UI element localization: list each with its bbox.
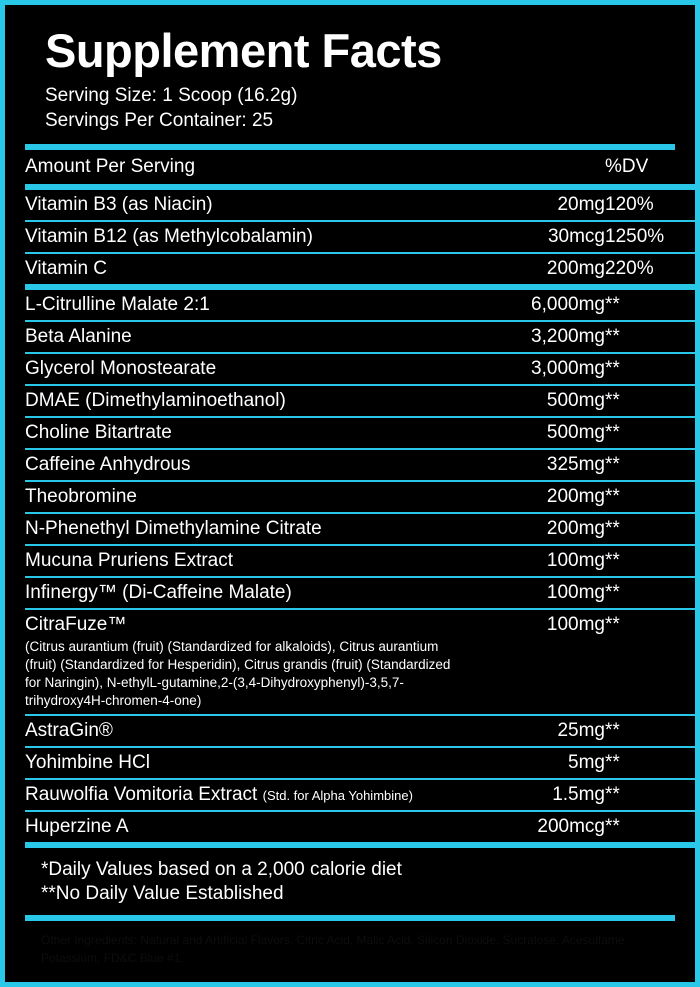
ingredient-amount: 200mg xyxy=(455,513,605,545)
ingredient-amount: 100mg xyxy=(455,577,605,609)
footnote-daily-values: *Daily Values based on a 2,000 calorie diet xyxy=(41,858,402,880)
ingredient-name: L-Citrulline Malate 2:1 xyxy=(25,287,455,321)
ingredient-amount: 1.5mg xyxy=(455,779,605,811)
ingredient-dv: ** xyxy=(605,779,697,811)
table-row xyxy=(25,481,697,513)
table-row xyxy=(25,221,697,253)
ingredient-name: Vitamin C xyxy=(25,253,455,287)
ingredient-name-block xyxy=(25,609,455,715)
servings-per-container: Servings Per Container: 25 xyxy=(45,110,274,132)
ingredient-dv: 120% xyxy=(605,187,697,221)
ingredient-dv: ** xyxy=(605,287,697,321)
ingredient-name: N-Phenethyl Dimethylamine Citrate xyxy=(25,513,455,545)
ingredient-amount: 200mg xyxy=(455,253,605,287)
table-row xyxy=(25,417,697,449)
ingredient-dv: 1250% xyxy=(605,221,697,253)
table-header-row xyxy=(25,150,697,187)
ingredient-dv: ** xyxy=(605,577,697,609)
ingredient-dv: ** xyxy=(605,449,697,481)
page-title: Supplement Facts xyxy=(45,24,442,77)
ingredient-amount: 6,000mg xyxy=(455,287,605,321)
ingredient-name: Infinergy™ (Di-Caffeine Malate) xyxy=(25,577,455,609)
ingredient-amount: 200mg xyxy=(455,481,605,513)
footnote-no-dv: **No Daily Value Established xyxy=(41,883,284,905)
ingredient-amount: 3,000mg xyxy=(455,353,605,385)
ingredient-name: Glycerol Monostearate xyxy=(25,353,455,385)
table-row xyxy=(25,747,697,779)
amount-per-serving-header: Amount Per Serving xyxy=(25,150,455,187)
table-row xyxy=(25,449,697,481)
ingredient-name: Vitamin B3 (as Niacin) xyxy=(25,187,455,221)
ingredient-name: AstraGin® xyxy=(25,715,455,747)
table-row xyxy=(25,715,697,747)
ingredient-name: Rauwolfia Vomitoria Extract xyxy=(25,783,258,805)
ingredient-amount: 100mg xyxy=(455,609,605,715)
ingredient-name: Mucuna Pruriens Extract xyxy=(25,545,455,577)
table-row xyxy=(25,779,697,811)
table-row xyxy=(25,321,697,353)
table-row xyxy=(25,287,697,321)
ingredient-dv: ** xyxy=(605,513,697,545)
ingredient-name: CitraFuze™ xyxy=(25,613,127,635)
ingredient-amount: 5mg xyxy=(455,747,605,779)
ingredient-name: DMAE (Dimethylaminoethanol) xyxy=(25,385,455,417)
ingredient-name: Caffeine Anhydrous xyxy=(25,449,455,481)
ingredient-dv: ** xyxy=(605,609,697,715)
ingredient-name: Huperzine A xyxy=(25,811,455,845)
ingredient-inline-subtext: (Std. for Alpha Yohimbine) xyxy=(262,787,413,803)
ingredient-dv: ** xyxy=(605,811,697,845)
serving-size: Serving Size: 1 Scoop (16.2g) xyxy=(45,84,298,106)
panel-inner xyxy=(5,5,695,967)
table-row xyxy=(25,385,697,417)
ingredient-amount: 500mg xyxy=(455,385,605,417)
other-ingredients: Other Ingredients: Natural and Artificial Flavors, Citric Acid, Malic Acid, Silicon Dioxide, Sucralose, Acesulfame Potassium, FD&C Blue #1. xyxy=(41,933,625,966)
ingredient-name: Vitamin B12 (as Methylcobalamin) xyxy=(25,221,455,253)
ingredient-amount: 30mcg xyxy=(455,221,605,253)
ingredient-amount: 100mg xyxy=(455,545,605,577)
ingredient-amount: 325mg xyxy=(455,449,605,481)
ingredient-dv: ** xyxy=(605,385,697,417)
table-row xyxy=(25,353,697,385)
footnotes xyxy=(41,858,675,907)
table-row xyxy=(25,609,697,715)
table-row xyxy=(25,577,697,609)
ingredient-dv: ** xyxy=(605,715,697,747)
ingredient-subtext: (Citrus aurantium (fruit) (Standardized for alkaloids), Citrus aurantium (fruit) (Standardized for Hesperidin), Citrus grandis (fruit) (Standardized for Naringin), N-ethylL-gutamine,2-(3,4-Dihydroxyphenyl)-3,5,7-trihydroxy4H-chromen-4-one) xyxy=(25,638,451,708)
ingredient-dv: ** xyxy=(605,417,697,449)
ingredient-amount: 3,200mg xyxy=(455,321,605,353)
table-row xyxy=(25,513,697,545)
ingredient-dv: ** xyxy=(605,747,697,779)
ingredient-name: Choline Bitartrate xyxy=(25,417,455,449)
table-row xyxy=(25,253,697,287)
ingredient-name: Theobromine xyxy=(25,481,455,513)
ingredient-dv: 220% xyxy=(605,253,697,287)
table-row xyxy=(25,545,697,577)
amount-column-header xyxy=(455,150,605,187)
ingredient-dv: ** xyxy=(605,321,697,353)
ingredient-dv: ** xyxy=(605,481,697,513)
ingredient-amount: 25mg xyxy=(455,715,605,747)
serving-info xyxy=(45,83,681,134)
dv-column-header: %DV xyxy=(605,150,697,187)
ingredient-amount: 20mg xyxy=(455,187,605,221)
table-row xyxy=(25,187,697,221)
ingredient-amount: 200mcg xyxy=(455,811,605,845)
ingredient-name: Yohimbine HCl xyxy=(25,747,455,779)
divider-bottom xyxy=(25,915,675,921)
ingredient-dv: ** xyxy=(605,545,697,577)
ingredient-amount: 500mg xyxy=(455,417,605,449)
supplement-facts-table xyxy=(25,150,697,848)
table-row xyxy=(25,811,697,845)
ingredient-name-block xyxy=(25,779,455,811)
ingredient-name: Beta Alanine xyxy=(25,321,455,353)
ingredient-dv: ** xyxy=(605,353,697,385)
